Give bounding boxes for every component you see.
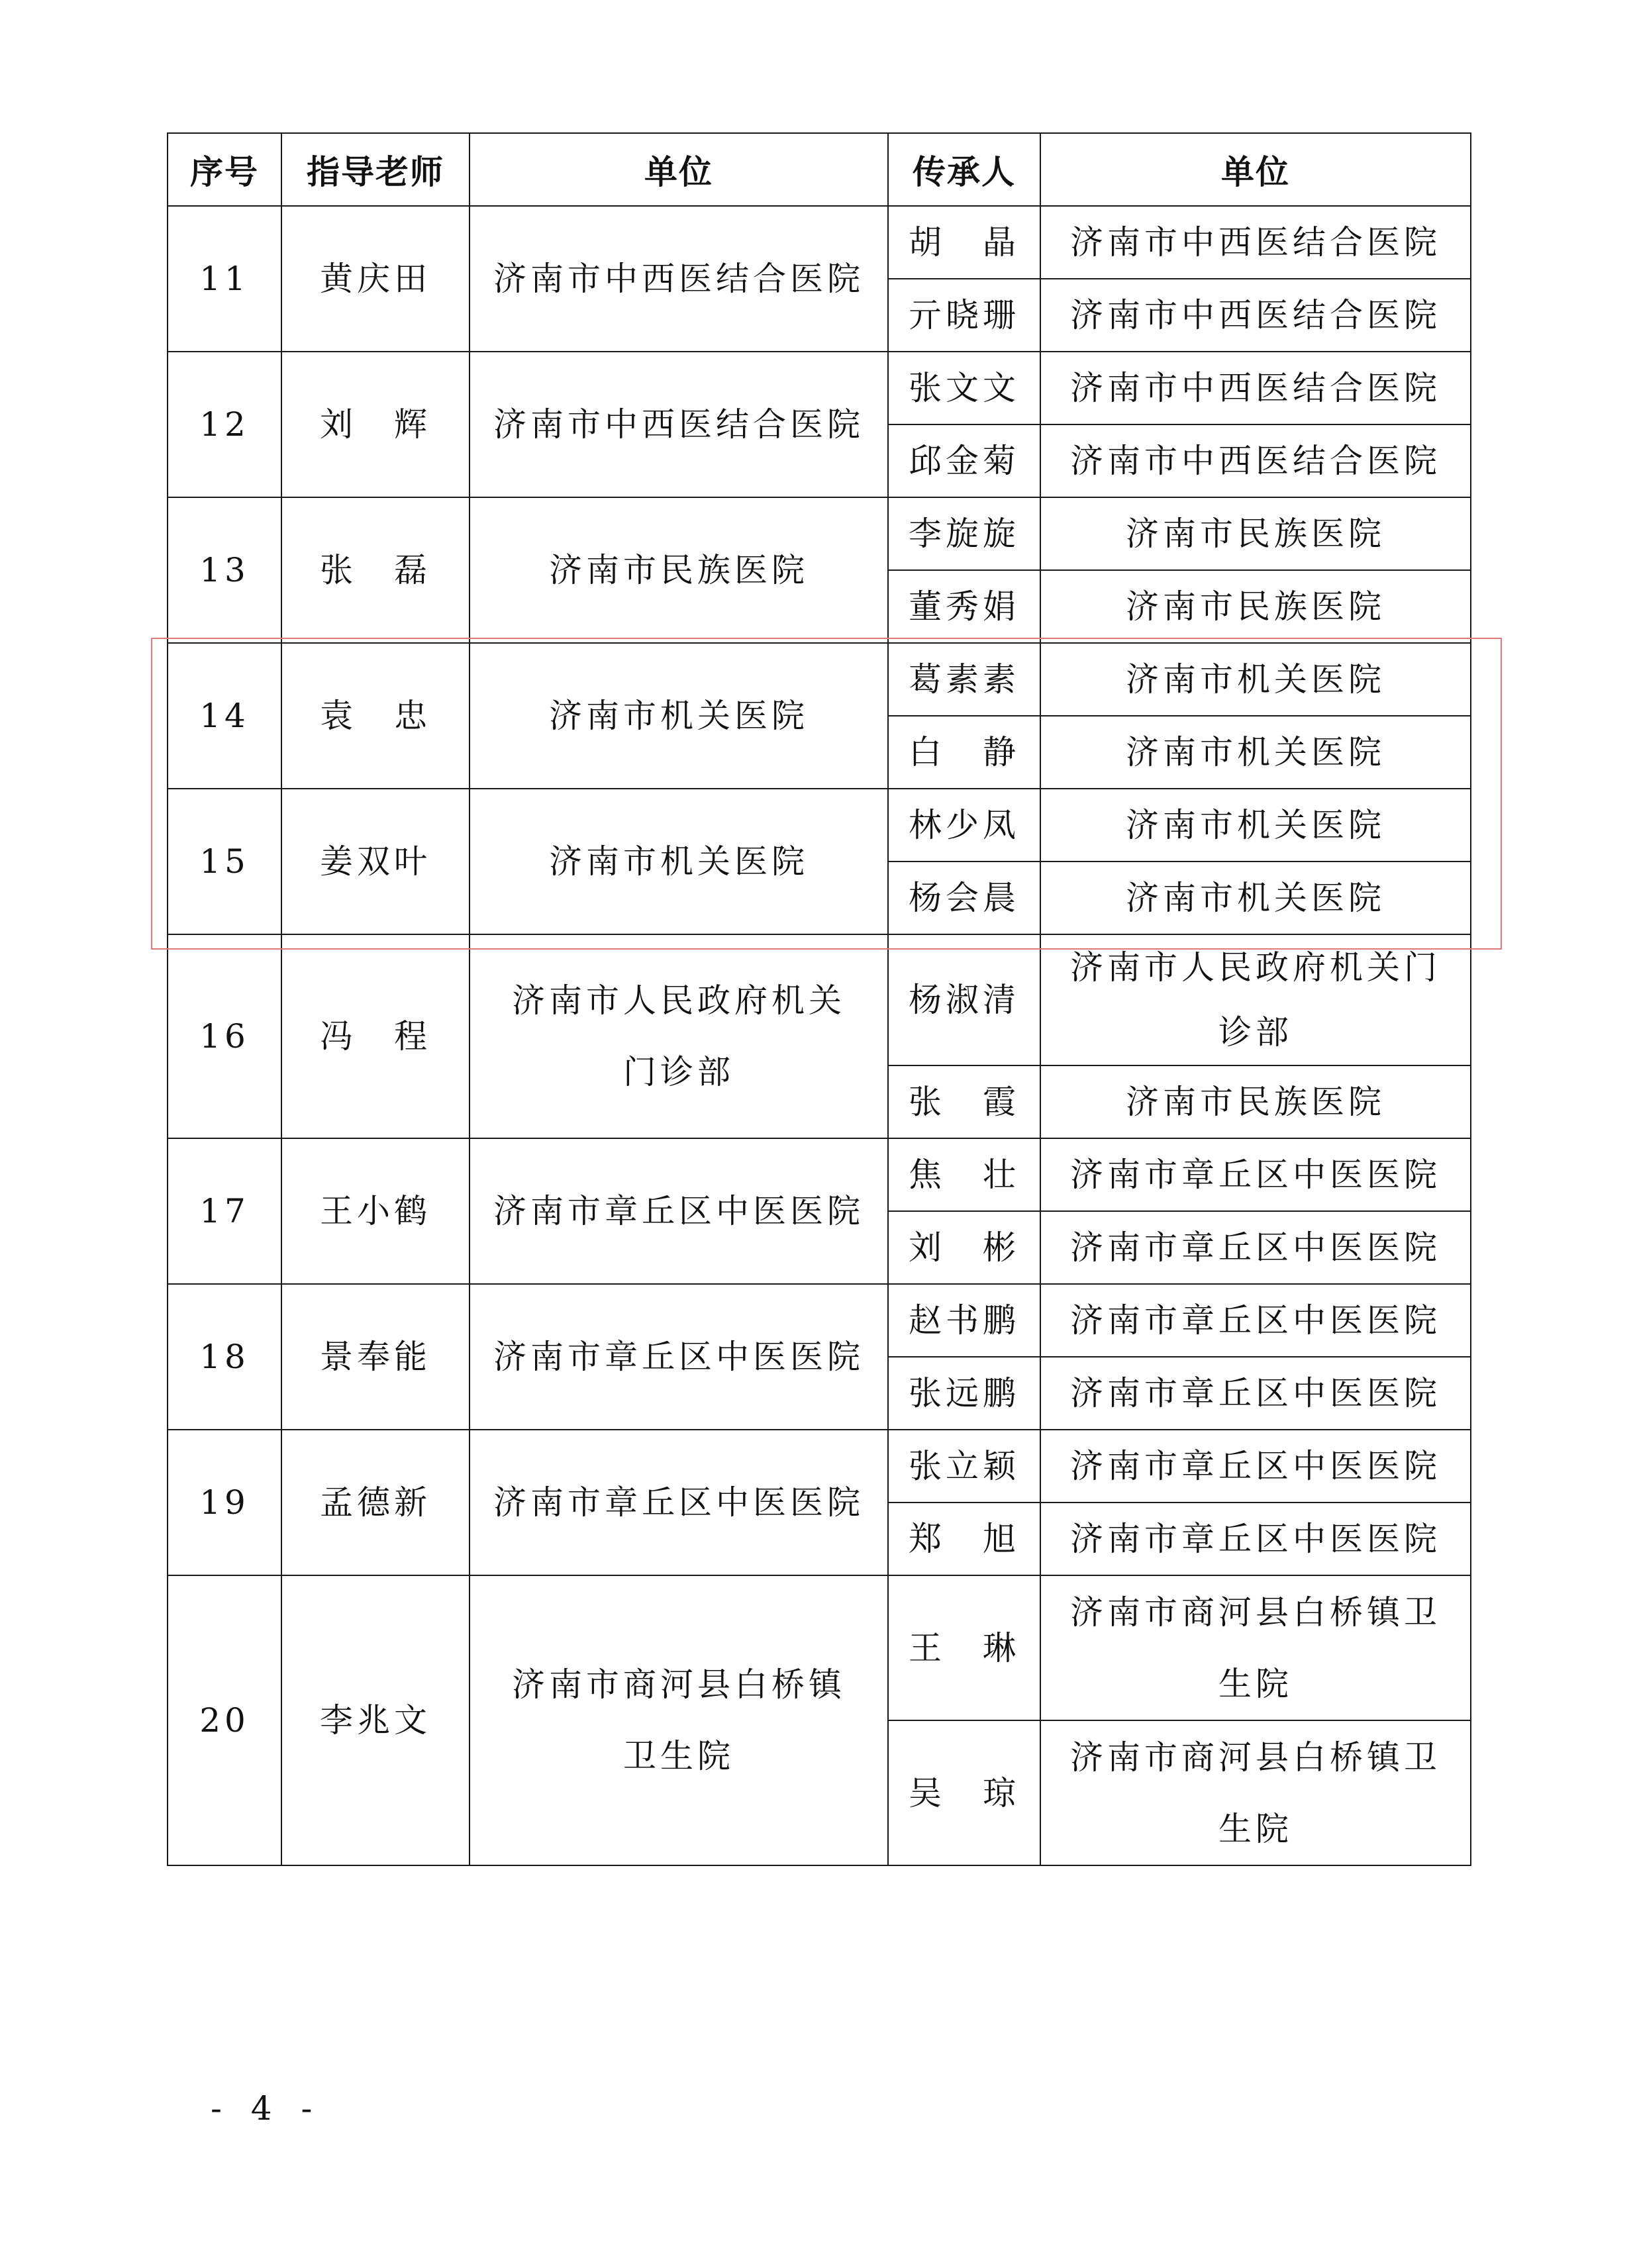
teacher-unit-cell: 济南市中西医结合医院 [470, 352, 888, 497]
table-row [168, 206, 1471, 279]
heir-unit-cell: 济南市章丘区中医医院 [1040, 1357, 1471, 1430]
heir-unit-cell: 济南市商河县白桥镇卫生院 [1040, 1575, 1471, 1720]
heir-cell: 杨淑清 [888, 934, 1040, 1065]
teacher-cell: 冯 程 [281, 934, 470, 1138]
page-number: - 4 - [211, 2089, 322, 2128]
header-row [168, 133, 1471, 206]
teacher-unit-cell: 济南市民族医院 [470, 497, 888, 643]
serial-cell: 15 [168, 789, 281, 934]
serial-cell: 16 [168, 934, 281, 1138]
teacher-cell: 李兆文 [281, 1575, 470, 1865]
table-row [168, 1138, 1471, 1211]
heir-unit-cell: 济南市机关医院 [1040, 643, 1471, 716]
heir-unit-cell: 济南市商河县白桥镇卫生院 [1040, 1720, 1471, 1865]
heritage-table [167, 132, 1471, 1866]
heir-cell: 胡 晶 [888, 206, 1040, 279]
serial-cell: 11 [168, 206, 281, 352]
heir-unit-cell: 济南市章丘区中医医院 [1040, 1211, 1471, 1284]
teacher-cell: 刘 辉 [281, 352, 470, 497]
table-row [168, 352, 1471, 424]
table-row [168, 497, 1471, 570]
table-row [168, 1575, 1471, 1720]
teacher-unit-cell: 济南市人民政府机关门诊部 [470, 934, 888, 1138]
heir-cell: 董秀娟 [888, 570, 1040, 643]
heir-unit-cell: 济南市机关医院 [1040, 716, 1471, 789]
header-heir-unit: 单位 [1040, 133, 1471, 206]
heir-cell: 李旋旋 [888, 497, 1040, 570]
heir-cell: 郑 旭 [888, 1503, 1040, 1575]
teacher-unit-cell: 济南市章丘区中医医院 [470, 1138, 888, 1284]
header-teacher-unit: 单位 [470, 133, 888, 206]
table-row [168, 789, 1471, 862]
heir-unit-cell: 济南市中西医结合医院 [1040, 206, 1471, 279]
header-heir: 传承人 [888, 133, 1040, 206]
heir-unit-cell: 济南市中西医结合医院 [1040, 424, 1471, 497]
heir-cell: 白 静 [888, 716, 1040, 789]
heir-unit-cell: 济南市民族医院 [1040, 1065, 1471, 1138]
heir-cell: 吴 琼 [888, 1720, 1040, 1865]
serial-cell: 12 [168, 352, 281, 497]
table-row [168, 934, 1471, 1065]
heir-cell: 张立颖 [888, 1430, 1040, 1503]
heir-unit-cell: 济南市章丘区中医医院 [1040, 1503, 1471, 1575]
teacher-unit-cell: 济南市商河县白桥镇卫生院 [470, 1575, 888, 1865]
heir-cell: 张远鹏 [888, 1357, 1040, 1430]
teacher-cell: 姜双叶 [281, 789, 470, 934]
heir-cell: 亓晓珊 [888, 279, 1040, 352]
teacher-unit-cell: 济南市机关医院 [470, 789, 888, 934]
teacher-cell: 孟德新 [281, 1430, 470, 1575]
teacher-unit-cell: 济南市章丘区中医医院 [470, 1284, 888, 1430]
heir-cell: 林少凤 [888, 789, 1040, 862]
heir-unit-cell: 济南市民族医院 [1040, 497, 1471, 570]
heir-cell: 焦 壮 [888, 1138, 1040, 1211]
teacher-unit-cell: 济南市章丘区中医医院 [470, 1430, 888, 1575]
header-serial: 序号 [168, 133, 281, 206]
teacher-unit-cell: 济南市中西医结合医院 [470, 206, 888, 352]
teacher-unit-cell: 济南市机关医院 [470, 643, 888, 789]
serial-cell: 20 [168, 1575, 281, 1865]
heir-cell: 葛素素 [888, 643, 1040, 716]
teacher-cell: 景奉能 [281, 1284, 470, 1430]
serial-cell: 13 [168, 497, 281, 643]
teacher-cell: 王小鹤 [281, 1138, 470, 1284]
serial-cell: 14 [168, 643, 281, 789]
heir-cell: 张文文 [888, 352, 1040, 424]
teacher-cell: 黄庆田 [281, 206, 470, 352]
heir-unit-cell: 济南市民族医院 [1040, 570, 1471, 643]
serial-cell: 17 [168, 1138, 281, 1284]
heir-unit-cell: 济南市中西医结合医院 [1040, 279, 1471, 352]
heir-cell: 刘 彬 [888, 1211, 1040, 1284]
heir-unit-cell: 济南市章丘区中医医院 [1040, 1430, 1471, 1503]
heir-unit-cell: 济南市中西医结合医院 [1040, 352, 1471, 424]
table-row [168, 643, 1471, 716]
heir-unit-cell: 济南市机关医院 [1040, 789, 1471, 862]
header-teacher: 指导老师 [281, 133, 470, 206]
table-row [168, 1284, 1471, 1357]
teacher-cell: 张 磊 [281, 497, 470, 643]
heir-cell: 赵书鹏 [888, 1284, 1040, 1357]
heir-cell: 邱金菊 [888, 424, 1040, 497]
heir-unit-cell: 济南市章丘区中医医院 [1040, 1284, 1471, 1357]
heir-cell: 王 琳 [888, 1575, 1040, 1720]
heir-unit-cell: 济南市人民政府机关门诊部 [1040, 934, 1471, 1065]
heir-cell: 杨会晨 [888, 862, 1040, 934]
teacher-cell: 袁 忠 [281, 643, 470, 789]
heir-unit-cell: 济南市机关医院 [1040, 862, 1471, 934]
table-row [168, 1430, 1471, 1503]
heir-unit-cell: 济南市章丘区中医医院 [1040, 1138, 1471, 1211]
serial-cell: 18 [168, 1284, 281, 1430]
heir-cell: 张 霞 [888, 1065, 1040, 1138]
serial-cell: 19 [168, 1430, 281, 1575]
